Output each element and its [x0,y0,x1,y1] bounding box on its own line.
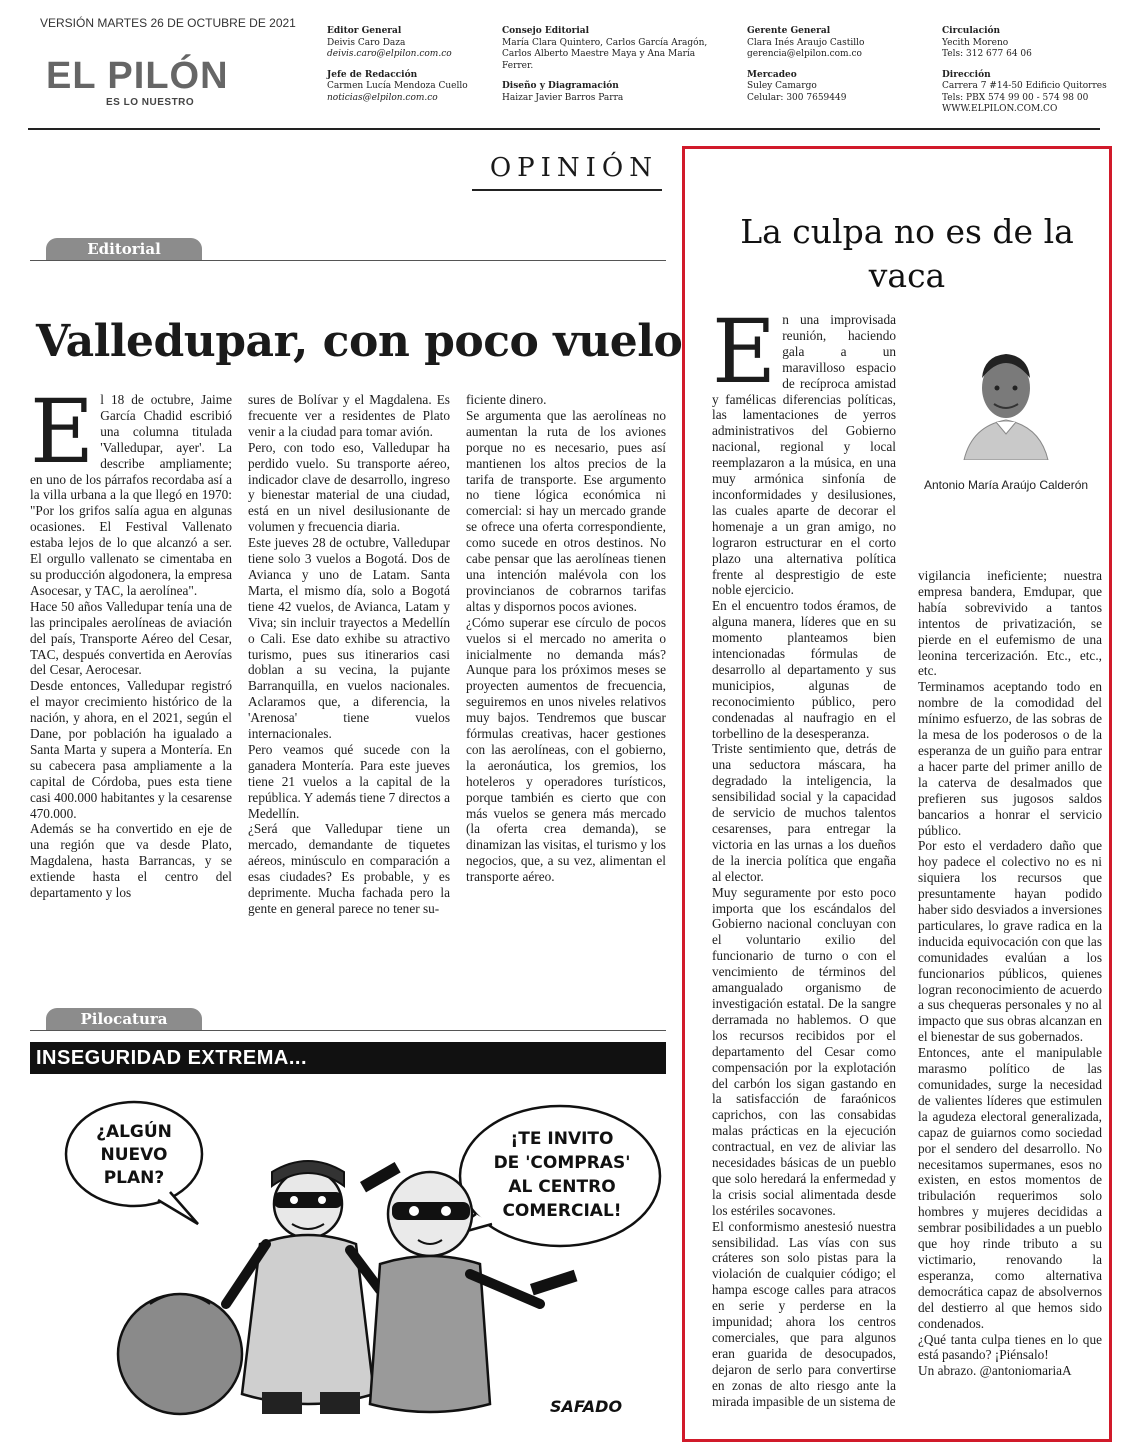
cartoon [30,1042,666,1424]
staff-email: deivis.caro@elpilon.com.co [327,49,452,59]
staff-role: Circulación [942,26,1001,36]
bubble-left-line-3: PLAN? [103,1168,165,1188]
column-text-2 [918,568,1102,1430]
editorial-headline: Valledupar, con poco vuelo [36,316,683,367]
column-dropcap: E [712,300,777,403]
editorial-paragraph: Desde entonces, Valledupar registró el mayor crecimiento histórico de la nación, y ahora, en el 2021, según el Dane, por población ha igualado a Santa Marta y supera a Montería. En su cabecera pasa ampliamente a la capital de Córdoba, pues esta tiene casi 400.000 habitantes y la cesarense 470.000. [30,678,232,821]
column-paragraph-text: n una improvisada reunión, haciendo gala a un maravilloso espacio de recíproca amistad y famélicas diferencias políticas, las lamentaciones de yerros administrativos del Gobierno nacional, regional y local reemplazaron a la música, en una muy armónica sinfonía de inconformidades y desilusiones, las cuales aparte de decorar el homenaje a un gran amigo, no lograron estructurar en el corto plazo una alternativa política frente al desprestigio de este noble ejercicio. [712,312,896,598]
column-paragraph: El conformismo anestesió nuestra sensibilidad. Las vías con sus cráteres son solo pistas para la violación de cualquier código; el hampa escoge calles para atracos en serie y perderse en la impunidad; ahora los centros comerciales, que para algunos eran guarida de desocupados, dejaron de serlo para convertirse en zonas de alto riesgo ante la mirada impasible de un sistema de [712,1218,896,1409]
editorial-tab: Editorial [46,238,202,260]
staff-line: Deivis Caro Daza [327,37,406,48]
column-paragraph: Un abrazo. @antoniomariaA [918,1363,1072,1379]
column-title: La culpa no es de la vaca [740,212,1074,295]
editorial-paragraph: Pero, con todo eso, Valledupar ha perdido vuelo. Su transporte aéreo, indicador clave de desarrollo, ingreso y bienestar material de una ciudad, está en un nivel desilusionante de volumen y frecuencia diaria. [248,439,450,535]
editorial-paragraph: Además se ha convertido en eje de una región que va desde Plato, Magdalena, hasta Barrancas, y se extiende hasta el centro del departamento y los [30,821,232,901]
newspaper-logo: EL PILÓN [46,55,229,97]
staff-line: gerencia@elpilon.com.co [747,49,862,59]
staff-role: Jefe de Redacción [327,69,418,80]
staff-role: Dirección [942,69,991,80]
staff-line: Celular: 300 7659449 [747,92,847,103]
editorial-column-1 [30,380,232,992]
thief-left-mask [274,1192,342,1208]
column-paragraph: vigilancia ineficiente; nuestra empresa bandera, Emdupar, que había sobrevivido a tantos intentos de privatización, se pierde en el eufemismo de una leonina tercerización. Etc., etc., etc. [918,568,1102,679]
column-paragraph: En el encuentro todos éramos, de alguna manera, líderes que en su momento planteamos bien intencionadas fórmulas de desarrollo al departamento y sus municipios, algunas de reconocimiento público, pero condenadas al naufragio en el torbellino de la desesperanza. [712,598,896,741]
author-photo [956,342,1056,460]
editorial-column-2 [248,392,450,992]
staff-role: Mercadeo [747,69,797,80]
staff-column-3 [747,26,864,104]
staff-role: Diseño y Diagramación [502,81,619,91]
staff-email: noticias@elpilon.com.co [327,92,438,103]
editorial-dropcap: E [30,380,95,483]
cartoon-tab: Pilocatura [46,1008,202,1030]
loot-bag [118,1294,242,1414]
newspaper-tagline: ES LO NUESTRO [106,97,195,108]
edition-date: VERSIÓN MARTES 26 DE OCTUBRE DE 2021 [40,16,296,30]
editorial-paragraph: ¿Cómo superar ese círculo de pocos vuelos si el mercado no amerita o inicialmente no demanda más? Aunque para los próximos meses se proyecten aumentos de frecuencia, seguiremos en unos niveles relativos muy bajos. Tendremos que buscar fórmulas creativas, hacer gestiones con las aerolíneas, con el gobierno, la aeronáutica, los gremios, los hoteleros y operadores turísticos, porque también es cierto que con más vuelos se genera más mercado (la oferta crea demanda), se dinamizan las visitas, el turismo y los negocios, que, a su vez, alimentan el transporte aéreo. [466,614,666,885]
staff-role: Consejo Editorial [502,26,590,36]
cartoon-rule [30,1030,666,1031]
staff-line: WWW.ELPILON.COM.CO [942,104,1058,114]
column-paragraph: Triste sentimiento que, detrás de una seductora máscara, ha degradado la inteligencia, la sensibilidad social y la capacidad de servicio de muchos talentos cesarenses, para entregar la victoria en las urnas a los dueños de la inercia política que engaña al elector. [712,741,896,884]
bubble-left-line-2: NUEVO [100,1145,168,1165]
staff-line: Ferrer. [502,60,534,71]
staff-column-2 [502,26,707,104]
staff-line: Clara Inés Araujo Castillo [747,37,865,48]
editorial-paragraph: Pero veamos qué sucede con la ganadera Montería. Para este jueves tiene 21 vuelos a la capital de la república. Y además tiene 7 directos a Medellín. [248,741,450,821]
column-paragraph: Terminamos aceptando todo en nombre de la comodidad del mínimo esfuerzo, de las sobras de la mesa de los poderosos o de la esperanza de un guiño para entrar a hacer parte del primer anillo de la caterva de desalmados que prefieren sus jugosos saldos bancarios a honrar el servicio público. [918,679,1102,838]
gun-icon-2 [360,1162,401,1192]
staff-role: Editor General [327,26,402,36]
bubble-left-line-1: ¿ALGÚN [96,1122,172,1142]
column-paragraph: Entonces, ante el manipulable marasmo político de las comunidades, surge la necesidad de valientes líderes que estimulen la agudeza electoral generalizada, capaz de guiarnos como sociedad por el sendero del desarrollo. No necesitamos supermanes, esos no existen, en estos momentos de tribulación requerimos solo hombres y mujeres decididas a sembrar posibilidades a un pueblo que hoy rinde tributo a su victimario, renovando la esperanza, como alternativa democrática capaz de absolvernos del destierro al que hemos sido condenados. [918,1045,1102,1331]
editorial-paragraph: ficiente dinero. [466,392,547,407]
staff-column-4 [942,26,1107,116]
editorial-column-3 [466,392,666,992]
staff-line: Tels: PBX 574 99 00 - 574 98 00 [942,92,1089,103]
column-paragraph: ¿Qué tanta culpa tienes en lo que está pasando? ¡Piénsalo! [918,1331,1102,1363]
staff-line: Carlos Alberto Maestre Maya y Ana María [502,49,696,59]
editorial-paragraph: Este jueves 28 de octubre, Valledupar tiene solo 3 vuelos a Bogotá. Dos de Avianca y uno de Latam. Santa Marta, el mismo día, solo a Bogotá tiene 42 vuelos, de Avianca, Latam y Viva; sin incluir trayectos a Medellín o Cali. Ese dato exhibe su atractivo turismo, pues sus itinerarios casi doblan a su vecina, la pujante Barranquilla, en vuelos nacionales. Aclaramos que, a diferencia, la 'Arenosa' tiene vuelos internacionales. [248,535,450,742]
cartoonist-signature: SAFADO [550,1397,623,1416]
staff-column-1 [327,26,468,104]
masthead-rule [28,128,1100,130]
staff-line: Tels: 312 677 64 06 [942,49,1032,59]
editorial-paragraph: sures de Bolívar y el Magdalena. Es frecuente ver a residentes de Plato venir a la ciudad para tomar avión. [248,392,450,439]
column-paragraph: Por esto el verdadero daño que hoy padece el colectivo no es ni siquiera los recursos que presuntamente hayan podido haber sido desviados a inversiones particulares, lo grave radica en la inducida equivocación con que las comunidades evalúan a los funcionarios públicos, quienes logran reconocimiento de acuerdo a sus chequeras personales y no al impacto que sus obras alcanzan en el bienestar de sus gobernados. [918,838,1102,1045]
thief-right-mask [392,1202,470,1220]
staff-line: Yecith Moreno [942,37,1009,48]
staff-line: Haizar Javier Barros Parra [502,92,624,103]
staff-role: Gerente General [747,26,831,36]
editorial-paragraph: Se argumenta que las aerolíneas no aumentan la ruta de los aviones porque no es necesario, pues así mantienen los altos precios de la tarifa de transporte. Ese argumento no tiene lógica económica ni comercial: si hay un mercado grande se ofrece una oferta correspondiente, como sucede en otros destinos. No cabe pensar que las aerolíneas tienen una intención malévola con los provincianos de cobrarnos tarifas altas y dispornos pocos aviones. [466,407,666,614]
bubble-right-line-2: DE 'COMPRAS' [493,1153,631,1173]
section-title: OPINIÓN [472,153,662,191]
column-text-1 [712,300,896,1430]
gun-icon [530,1270,577,1296]
editorial-rule [30,260,666,261]
staff-line: Carrera 7 #14-50 Edificio Quitorres [942,81,1107,91]
bubble-right-line-4: COMERCIAL! [502,1201,622,1221]
column-author: Antonio María Araújo Calderón [923,478,1089,492]
bubble-right-line-1: ¡TE INVITO [510,1129,614,1149]
staff-line: Carmen Lucía Mendoza Cuello [327,81,468,91]
editorial-paragraph: Hace 50 años Valledupar tenía una de las principales aerolíneas de aviación del país, Transporte Aéreo del Cesar, TAC, después convertida en Aerovías del Cesar, Aerocesar. [30,598,232,678]
bubble-right-line-3: AL CENTRO [508,1177,616,1197]
column-paragraph: Muy seguramente por esto poco importa que los escándalos del Gobierno nacional concluyan con el voluntario exilio del funcionario de turno o con el vencimiento de términos del amangualado organismo de investigación estatal. De la sangre derramada no hablemos. O que los recursos recibidos por el departamento del Cesar como compensación por la explotación del carbón los sigan gastando en la satisfacción de faraónicos caprichos, con las consabidas malas prácticas en la ejecución contractual, en vez de aliviar las necesidades básicas de un pueblo que solo heredará la enfermedad y la crisis social alimentada desde los estériles socavones. [712,884,896,1218]
editorial-paragraph-text: l 18 de octubre, Jaime García Chadid escribió una columna titulada 'Valledupar, ayer'. La describe ampliamente; en uno de los párrafos recordaba así a la villa urbana a la que llegó en 1970: "Por los grifos salía agua en algunas ocasiones. El Festival Vallenato estaba lejos de lo que alcanzó a ser. El orgullo vallenato se cimentaba en su producción algodonera, la empresa Asocesar, y TAC, la aerolínea". [30,392,232,598]
cartoon-banner: INSEGURIDAD EXTREMA... [30,1042,666,1074]
staff-line: María Clara Quintero, Carlos García Aragón, [502,37,708,48]
staff-line: Suley Camargo [747,81,817,91]
cartoon-illustration [30,1074,666,1424]
editorial-paragraph: ¿Será que Valledupar tiene un mercado, demandante de tiquetes aéreos, minúsculo en comparación a esas ciudades? Es probable, y es deprimente. Mucha fachada pero la gente en general parece no tener su- [248,821,450,916]
